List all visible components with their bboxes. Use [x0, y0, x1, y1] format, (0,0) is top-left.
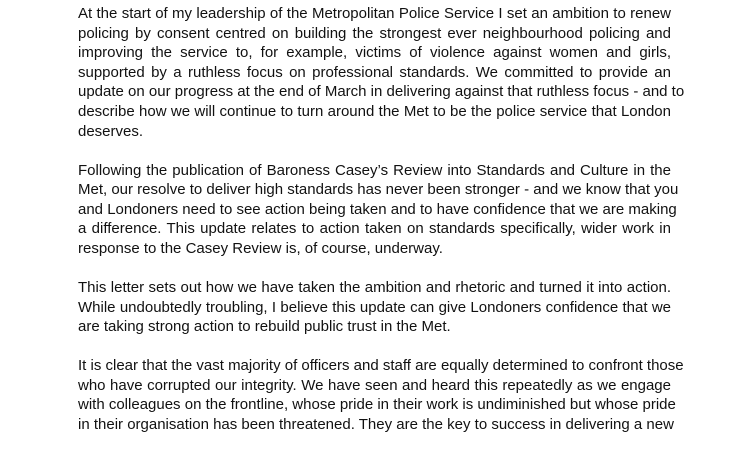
- text-line: describe how we will continue to turn around the Met to be the police service that London: [78, 102, 671, 120]
- text-line: Met, our resolve to deliver high standards has never been stronger - and we know that you: [78, 181, 679, 199]
- text-line: and Londoners need to see action being taken and to have confidence that we are making: [78, 200, 677, 218]
- paragraph-leadership-ambition: [78, 4, 685, 141]
- text-line: This letter sets out how we have taken the ambition and rhetoric and turned it into action.: [78, 278, 671, 296]
- text-line: deserves.: [78, 122, 144, 140]
- text-line: supported by a ruthless focus on professional standards. We committed to provide an: [78, 63, 671, 81]
- letter-page: [78, 4, 685, 454]
- text-line: are taking strong action to rebuild public trust in the Met.: [78, 318, 451, 336]
- text-line: update on our progress at the end of March in delivering against that ruthless focus - and to: [78, 83, 685, 101]
- text-line: While undoubtedly troubling, I believe this update can give Londoners confidence that we: [78, 298, 671, 316]
- text-line: in their organisation has been threatened. They are the key to success in delivering a new: [78, 415, 674, 433]
- text-line: At the start of my leadership of the Metropolitan Police Service I set an ambition to renew: [78, 5, 671, 22]
- text-line: policing by consent centred on building the strongest ever neighbourhood policing and: [78, 24, 671, 42]
- text-line: with colleagues on the frontline, whose pride in their work is undiminished but whose pride: [78, 396, 676, 414]
- text-line: improving the service to, for example, victims of violence against women and girls,: [78, 44, 671, 62]
- paragraph-casey-review: [78, 161, 679, 259]
- paragraph-letter-purpose: [78, 278, 671, 337]
- text-line: a difference. This update relates to action taken on standards specifically, wider work in: [78, 220, 671, 238]
- text-line: Following the publication of Baroness Casey’s Review into Standards and Culture in the: [78, 161, 671, 179]
- text-line: response to the Casey Review is, of course, underway.: [78, 239, 443, 257]
- text-line: who have corrupted our integrity. We have seen and heard this repeatedly as we engage: [78, 376, 671, 394]
- text-line: It is clear that the vast majority of officers and staff are equally determined to confront those: [78, 357, 684, 375]
- paragraph-officers-and-staff: [78, 356, 684, 434]
